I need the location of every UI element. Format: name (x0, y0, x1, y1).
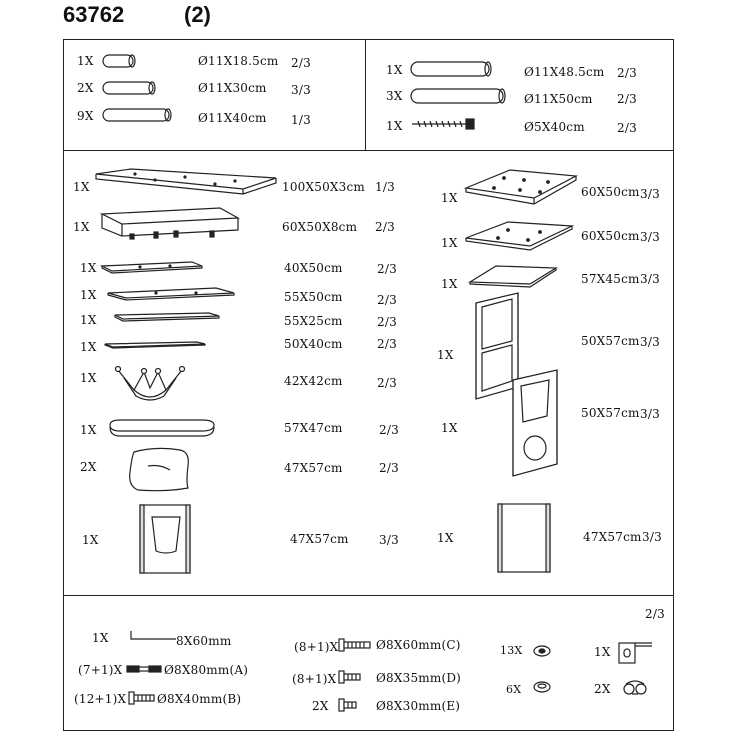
threaded-rod-icon (410, 118, 480, 130)
round-hole-panel-icon (511, 368, 559, 478)
qty-label: 1X (80, 261, 97, 275)
box-platform-icon (100, 206, 242, 242)
panel-size: 100X50X3cm (282, 180, 365, 194)
flat-board-icon (106, 286, 236, 302)
bracket-icon (616, 640, 656, 666)
panel-size: 50X40cm (284, 337, 343, 351)
qty-label: 13X (500, 644, 523, 657)
hardware-spec: Ø8X40mm(B) (157, 692, 242, 706)
qty-label: 1X (386, 63, 403, 77)
medium-tube-icon (102, 80, 156, 96)
qty-label: 9X (77, 109, 94, 123)
package-number: 2/3 (379, 423, 399, 437)
package-number: 2/3 (645, 607, 665, 621)
divider-top (63, 150, 674, 151)
model-number: 63762 (63, 2, 125, 27)
qty-label: 1X (77, 54, 94, 68)
cushion-bed-icon (106, 417, 218, 439)
divider-tubes (365, 39, 366, 150)
package-number: 1/3 (291, 113, 311, 127)
qty-label: 2X (312, 699, 329, 713)
panel-size: 60X50cm (581, 229, 640, 243)
panel-size: 42X42cm (284, 374, 343, 388)
door-panel-icon (138, 503, 194, 575)
package-number: 3/3 (640, 230, 660, 244)
washer-icon (532, 644, 552, 658)
long-tube-icon (102, 107, 172, 123)
qty-label: 2X (80, 460, 97, 474)
bolt-icon (338, 698, 358, 712)
panel-size: 60X50X8cm (282, 220, 358, 234)
qty-label: 1X (594, 645, 611, 659)
tube-spec: Ø11X40cm (198, 111, 267, 125)
qty-label: (8+1)X (294, 640, 339, 654)
crown-hammock-icon (114, 364, 186, 404)
panel-size: 50X57cm (581, 406, 640, 420)
panel-size: 55X25cm (284, 314, 343, 328)
qty-label: (12+1)X (74, 692, 127, 706)
qty-label: 1X (441, 191, 458, 205)
tube-spec: Ø5X40cm (524, 120, 585, 134)
tube-spec: Ø11X48.5cm (524, 65, 605, 79)
package-number: 2/3 (377, 262, 397, 276)
qty-label: 1X (437, 348, 454, 362)
toy-mouse-icon (622, 678, 648, 698)
qty-label: 2X (77, 81, 94, 95)
package-number: 2/3 (617, 92, 637, 106)
package-number: 2/3 (291, 56, 311, 70)
panel-size: 47X57cm (284, 461, 343, 475)
qty-label: 1X (92, 631, 109, 645)
package-number: 2/3 (377, 315, 397, 329)
package-number: 3/3 (291, 83, 311, 97)
page-number: (2) (184, 2, 211, 27)
flat-board-icon (464, 168, 580, 208)
package-number: 1/3 (375, 180, 395, 194)
qty-label: 1X (80, 371, 97, 385)
panel-size: 57X45cm (581, 272, 640, 286)
package-number: 3/3 (640, 187, 660, 201)
flat-board-icon (103, 340, 207, 350)
qty-label: 1X (80, 340, 97, 354)
qty-label: (8+1)X (292, 672, 337, 686)
tube-spec: Ø11X50cm (524, 92, 593, 106)
hardware-spec: Ø8X60mm(C) (376, 638, 461, 652)
package-number: 3/3 (640, 335, 660, 349)
qty-label: 1X (73, 180, 90, 194)
dowel-bolt-icon (126, 663, 164, 675)
bolt-icon (128, 691, 156, 705)
allen-key-icon (128, 629, 178, 645)
package-number: 2/3 (617, 121, 637, 135)
qty-label: 1X (80, 288, 97, 302)
package-number: 3/3 (379, 533, 399, 547)
package-number: 2/3 (379, 461, 399, 475)
panel-size: 40X50cm (284, 261, 343, 275)
qty-label: 2X (594, 682, 611, 696)
qty-label: 3X (386, 89, 403, 103)
flat-board-icon (100, 260, 204, 274)
panel-size: 50X57cm (581, 334, 640, 348)
package-number: 2/3 (617, 66, 637, 80)
hardware-spec: Ø8X35mm(D) (376, 671, 462, 685)
longest-tube-icon (410, 87, 508, 105)
bolt-icon (338, 670, 362, 684)
qty-label: 1X (441, 421, 458, 435)
soft-pad-icon (126, 446, 192, 494)
package-number: 2/3 (377, 293, 397, 307)
qty-label: 6X (506, 683, 522, 696)
panel-size: 55X50cm (284, 290, 343, 304)
package-number: 2/3 (377, 337, 397, 351)
flat-board-icon (113, 311, 221, 323)
qty-label: 1X (80, 423, 97, 437)
panel-size: 57X47cm (284, 421, 343, 435)
bolt-icon (338, 638, 372, 652)
package-number: 2/3 (375, 220, 395, 234)
panel-size: 60X50cm (581, 185, 640, 199)
qty-label: (7+1)X (78, 663, 123, 677)
qty-label: 1X (441, 236, 458, 250)
package-number: 3/3 (640, 407, 660, 421)
cap-nut-icon (532, 680, 552, 694)
qty-label: 1X (386, 119, 403, 133)
package-number: 3/3 (640, 272, 660, 286)
short-tube-icon (102, 53, 138, 69)
qty-label: 1X (80, 313, 97, 327)
flat-board-icon (468, 264, 560, 290)
qty-label: 1X (73, 220, 90, 234)
flat-board-icon (464, 220, 576, 254)
hardware-spec: Ø8X80mm(A) (164, 663, 249, 677)
long-tube-icon (410, 60, 494, 78)
package-number: 2/3 (377, 376, 397, 390)
qty-label: 1X (82, 533, 99, 547)
long-board-icon (95, 168, 279, 198)
panel-size: 47X57cm (290, 532, 349, 546)
hardware-spec: 8X60mm (176, 634, 232, 648)
package-number: 3/3 (642, 530, 662, 544)
qty-label: 1X (441, 277, 458, 291)
tube-spec: Ø11X18.5cm (198, 54, 279, 68)
panel-size: 47X57cm (583, 530, 642, 544)
hardware-spec: Ø8X30mm(E) (376, 699, 461, 713)
tube-spec: Ø11X30cm (198, 81, 267, 95)
qty-label: 1X (437, 531, 454, 545)
side-panel-icon (496, 502, 554, 574)
divider-hardware (63, 595, 674, 596)
